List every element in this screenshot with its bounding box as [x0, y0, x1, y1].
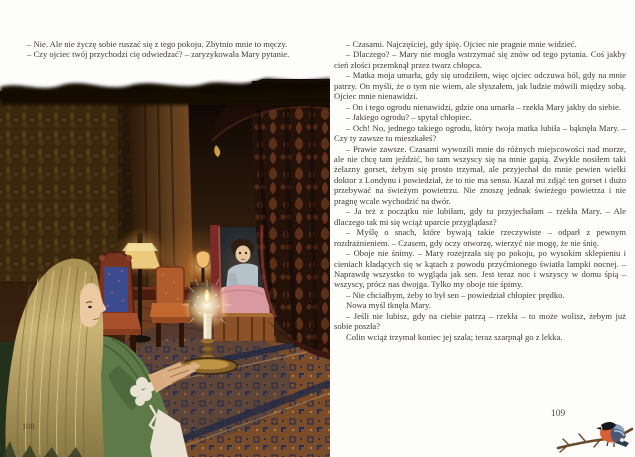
paragraph: – Czasami. Najczęściej, gdy śpię. Ojciec nie pragnie mnie widzieć. — [346, 39, 577, 49]
left-page-number: 108 — [22, 421, 35, 431]
paragraph: – On i tego ogrodu nienawidzi, gdzie ona umarła – rzekła Mary jakby do siebie. — [346, 101, 621, 112]
bullfinch-icon — [596, 422, 629, 447]
bedroom-illustration — [0, 75, 330, 457]
right-page-text — [334, 39, 626, 342]
paragraph: Nowa myśl tknęła Mary. — [346, 300, 431, 311]
paragraph: – Oboje nie śnimy. – Mary rozejrzała się po pokoju, po wysokim sklepieniu i cieniach kładących się w kątach z powodu przyćmionego światła lampki nocnej. – Naprawdę wszystko to wygląda jak sen. Jest teraz noc i wszyscy w domu śpią – wszyscy, prócz nas dwojga. Tylko my oboje nie śpimy. — [334, 248, 626, 290]
paragraph: – Ja też z początku nie lubiłam, gdy tu przyjechałam – rzekła Mary. – Ale dlaczego tak mi się wciąż uparcie przyglądasz? — [334, 206, 626, 227]
right-page-number: 109 — [551, 409, 566, 419]
smoke-top-edge — [0, 78, 330, 105]
paragraph: – Nie chciałbym, żeby to był sen – powiedział chłopiec prędko. — [346, 289, 565, 300]
paragraph: – Myślę o snach, które bywają takie rzeczywiste – odparł z pewnym rozdrażnieniem. – Czasem, gdy oczy otworzę, wierzyć nie mogę, że nie śnię. — [334, 227, 626, 248]
paragraph: – Och! No, jednego takiego ogrodu, który twoja matka lubiła – bąknęła Mary. – Czy ty zawsze tu mieszkałeś? — [334, 122, 626, 144]
bird-rump — [620, 438, 624, 442]
paragraph: – Matka moja umarła, gdy się urodziłem, więc ojciec odczuwa ból, gdy na mnie patrzy. On myśli, że o tym nie wiem, ale słyszałem, jak ludzie mówili między sobą. Ojciec mnie nienawidzi. — [334, 70, 626, 102]
left-page-text — [15, 39, 308, 60]
paragraph: – Dlaczego? – Mary nie mogła wstrzymać się znów od tego pytania. Coś jakby cień złości przemknął przez twarz chłopca. — [334, 49, 626, 70]
paragraph: – Prawie zawsze. Czasami wywozili mnie do różnych miejscowości nad morze, ale nie chcę tam jeździć, bo tam wszyscy się na mnie gapią. Zwykle nosiłem taki żelazny gorset, żebym się prosto trzymał, ale przyjechał do mnie pewien wielki doktor z Londynu i powiedział, że to nie ma sensu. Kazał mi zdjąć ten gorset i dużo przebywać na świeżym powietrzu. Nie znoszę jednak świeżego powietrza i nie pragnę wcale wychodzić na dwór. — [334, 143, 626, 206]
bird-beak — [596, 427, 601, 430]
paragraph: Colin wciąż trzymał koniec jej szala; teraz szarpnął go z lekka. — [346, 331, 563, 342]
bullfinch-bird-illustration — [556, 416, 634, 456]
paragraph: – Jakiego ogrodu? – spytał chłopiec. — [346, 112, 472, 123]
paragraph: – Jeśli nie lubisz, gdy na ciebie patrzą – rzekła – to może wolisz, żebym już sobie poszła? — [334, 310, 626, 332]
bird-legs — [607, 442, 614, 447]
paragraph: – Nie. Ale nie życzę sobie ruszać się z tego pokoju. Zbytnio mnie to męczy. — [27, 39, 288, 49]
paragraph: – Czy ojciec twój przychodzi cię odwiedzać? – zaryzykowała Mary pytanie. — [27, 49, 290, 60]
